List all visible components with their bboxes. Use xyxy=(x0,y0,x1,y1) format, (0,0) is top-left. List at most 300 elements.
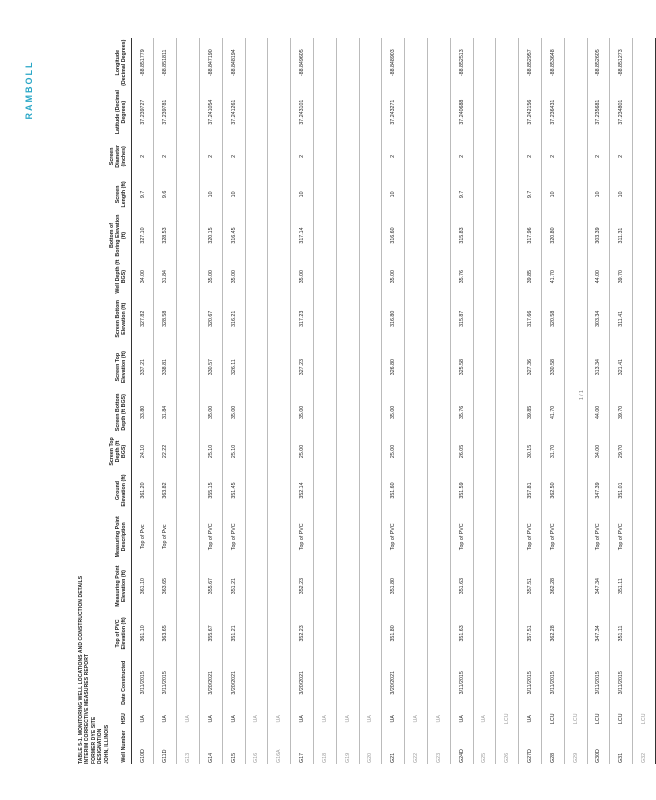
table-cell xyxy=(496,258,519,295)
table-cell xyxy=(496,87,519,136)
table-cell: 9.7 xyxy=(131,176,154,213)
table-cell xyxy=(633,295,656,342)
table-cell xyxy=(177,433,200,470)
well-number-cell: G25 xyxy=(473,729,496,764)
table-cell: 351.60 xyxy=(382,470,405,511)
table-cell xyxy=(177,295,200,342)
column-header: Screen Bottom Depth (ft BGS) xyxy=(108,392,131,433)
table-cell: 34.00 xyxy=(587,433,610,470)
table-row xyxy=(450,38,473,764)
table-cell: 320.58 xyxy=(541,295,564,342)
table-cell xyxy=(633,657,656,708)
table-cell xyxy=(405,213,428,258)
table-cell: 3/11/2015 xyxy=(587,657,610,708)
table-cell xyxy=(473,342,496,391)
table-cell: 37.240688 xyxy=(450,87,473,136)
table-cell: 363.65 xyxy=(154,562,177,609)
table-cell: 41.70 xyxy=(541,258,564,295)
table-cell xyxy=(359,342,382,391)
table-cell: Top of PVC xyxy=(450,511,473,562)
well-number-cell: G23 xyxy=(427,729,450,764)
table-cell: 357.81 xyxy=(519,470,542,511)
column-header: HSU xyxy=(108,708,131,729)
table-cell xyxy=(359,87,382,136)
monitoring-well-table xyxy=(108,38,656,764)
table-cell: 37.243101 xyxy=(291,87,314,136)
table-cell xyxy=(564,137,587,176)
table-cell xyxy=(313,511,336,562)
table-row xyxy=(610,38,633,764)
table-cell xyxy=(496,295,519,342)
table-cell xyxy=(268,562,291,609)
well-number-cell: G22 xyxy=(405,729,428,764)
well-number-cell: G19 xyxy=(336,729,359,764)
table-cell xyxy=(245,38,268,87)
table-cell xyxy=(359,562,382,609)
table-cell: 10 xyxy=(222,176,245,213)
table-cell xyxy=(564,295,587,342)
table-cell xyxy=(177,213,200,258)
well-number-cell: G15 xyxy=(222,729,245,764)
table-cell xyxy=(245,511,268,562)
table-cell xyxy=(405,38,428,87)
table-cell: 3/11/2015 xyxy=(519,657,542,708)
table-cell: 363.65 xyxy=(154,610,177,657)
table-cell: 10 xyxy=(587,176,610,213)
table-cell: 26.05 xyxy=(450,433,473,470)
table-cell xyxy=(564,511,587,562)
table-cell: 352.14 xyxy=(291,470,314,511)
table-cell: 317.23 xyxy=(291,295,314,342)
table-row xyxy=(519,38,542,764)
table-cell: 44.00 xyxy=(587,258,610,295)
table-cell xyxy=(359,392,382,433)
table-cell: 35.00 xyxy=(382,258,405,295)
table-cell: 362.50 xyxy=(541,470,564,511)
table-row xyxy=(245,38,268,764)
column-header: Screen Bottom Elevation (ft) xyxy=(108,295,131,342)
table-cell xyxy=(177,342,200,391)
table-cell: 10 xyxy=(541,176,564,213)
table-cell xyxy=(496,433,519,470)
table-cell xyxy=(633,213,656,258)
well-number-cell: G29 xyxy=(564,729,587,764)
table-row xyxy=(587,38,610,764)
table-cell: Top of PVC xyxy=(610,511,633,562)
table-cell xyxy=(268,392,291,433)
table-cell: 41.70 xyxy=(541,392,564,433)
column-header: Screen Diameter (inches) xyxy=(108,137,131,176)
well-number-cell: G17 xyxy=(291,729,314,764)
table-cell xyxy=(633,137,656,176)
table-row xyxy=(359,38,382,764)
table-cell xyxy=(177,511,200,562)
table-cell xyxy=(268,176,291,213)
table-cell: 325.58 xyxy=(450,342,473,391)
table-cell xyxy=(336,392,359,433)
column-header: Bottom of Boring Elevation (ft) xyxy=(108,213,131,258)
table-cell xyxy=(633,87,656,136)
table-cell: 351.80 xyxy=(382,562,405,609)
table-cell: 37.241054 xyxy=(200,87,223,136)
table-title-block xyxy=(78,576,110,764)
table-cell xyxy=(336,213,359,258)
table-cell xyxy=(473,137,496,176)
table-cell: UA xyxy=(336,708,359,729)
table-cell: UA xyxy=(177,708,200,729)
table-cell: Top of PVC xyxy=(291,511,314,562)
table-cell xyxy=(473,258,496,295)
table-cell xyxy=(268,511,291,562)
title-line: DESIGNATION xyxy=(97,728,104,764)
column-header: Measuring Point Elevation (ft) xyxy=(108,562,131,609)
table-cell: 327.23 xyxy=(291,342,314,391)
table-cell: 2 xyxy=(382,137,405,176)
table-cell: 3/20/2021 xyxy=(200,657,223,708)
table-cell: 3/11/2015 xyxy=(154,657,177,708)
table-cell xyxy=(427,657,450,708)
table-cell xyxy=(245,176,268,213)
table-cell xyxy=(496,137,519,176)
table-cell: 25.00 xyxy=(291,433,314,470)
table-cell: 326.11 xyxy=(222,342,245,391)
table-cell: UA xyxy=(291,708,314,729)
table-cell: 2 xyxy=(519,137,542,176)
table-cell xyxy=(359,511,382,562)
table-cell: 351.45 xyxy=(222,470,245,511)
table-cell: LCU xyxy=(610,708,633,729)
table-cell xyxy=(633,342,656,391)
table-cell xyxy=(245,258,268,295)
table-cell xyxy=(427,433,450,470)
table-cell: 3/20/2021 xyxy=(291,657,314,708)
table-cell: 22.22 xyxy=(154,433,177,470)
table-cell xyxy=(313,258,336,295)
table-cell xyxy=(405,342,428,391)
table-cell xyxy=(177,137,200,176)
table-cell xyxy=(359,137,382,176)
table-cell xyxy=(427,511,450,562)
well-number-cell: G13 xyxy=(177,729,200,764)
table-cell xyxy=(473,213,496,258)
table-cell: 35.00 xyxy=(200,392,223,433)
table-cell xyxy=(336,562,359,609)
table-cell: 351.21 xyxy=(222,610,245,657)
table-cell: 10 xyxy=(291,176,314,213)
table-cell xyxy=(359,657,382,708)
table-cell: 29.70 xyxy=(610,433,633,470)
table-cell: UA xyxy=(313,708,336,729)
table-row xyxy=(222,38,245,764)
table-cell xyxy=(245,470,268,511)
table-cell: 3/11/2015 xyxy=(541,657,564,708)
table-cell xyxy=(245,657,268,708)
table-cell: 2 xyxy=(610,137,633,176)
table-cell xyxy=(473,38,496,87)
table-cell: 37.241261 xyxy=(222,87,245,136)
table-cell: Top of PVC xyxy=(382,511,405,562)
table-cell xyxy=(405,610,428,657)
table-cell: 320.80 xyxy=(541,213,564,258)
table-cell: 351.11 xyxy=(610,562,633,609)
table-cell: Top of Pvc xyxy=(131,511,154,562)
table-cell: 316.45 xyxy=(222,213,245,258)
table-cell: Top of Pvc xyxy=(154,511,177,562)
well-number-cell: G10D xyxy=(131,729,154,764)
table-cell xyxy=(633,38,656,87)
table-row xyxy=(336,38,359,764)
table-cell xyxy=(564,342,587,391)
table-cell xyxy=(405,87,428,136)
table-cell: 10 xyxy=(200,176,223,213)
table-cell xyxy=(496,38,519,87)
table-cell: 351.01 xyxy=(610,470,633,511)
table-cell: 35.00 xyxy=(200,258,223,295)
table-cell xyxy=(336,470,359,511)
table-cell: 3/20/2021 xyxy=(382,657,405,708)
table-cell xyxy=(427,176,450,213)
table-cell: 337.21 xyxy=(131,342,154,391)
column-header: Screen Top Depth (ft BGS) xyxy=(108,433,131,470)
table-cell: 44.00 xyxy=(587,392,610,433)
table-cell: UA xyxy=(200,708,223,729)
table-cell xyxy=(245,137,268,176)
table-row xyxy=(382,38,405,764)
table-cell xyxy=(268,470,291,511)
well-number-cell: G30D xyxy=(587,729,610,764)
table-cell: -88.852513 xyxy=(450,38,473,87)
well-number-cell: G20 xyxy=(359,729,382,764)
table-cell xyxy=(359,433,382,470)
table-cell xyxy=(473,511,496,562)
table-cell: 25.00 xyxy=(382,433,405,470)
table-cell xyxy=(633,176,656,213)
table-cell: 316.60 xyxy=(382,213,405,258)
table-cell: 328.58 xyxy=(154,295,177,342)
table-cell: LCU xyxy=(496,708,519,729)
table-cell xyxy=(313,137,336,176)
table-cell: 355.67 xyxy=(200,562,223,609)
table-cell xyxy=(496,213,519,258)
table-cell: LCU xyxy=(541,708,564,729)
table-cell xyxy=(633,562,656,609)
table-cell: 355.15 xyxy=(200,470,223,511)
table-cell: 30.15 xyxy=(519,433,542,470)
table-row xyxy=(268,38,291,764)
table-cell xyxy=(496,392,519,433)
table-cell: 351.80 xyxy=(382,610,405,657)
table-cell: 351.63 xyxy=(450,610,473,657)
table-cell: 35.00 xyxy=(291,258,314,295)
table-cell: LCU xyxy=(564,708,587,729)
table-cell xyxy=(268,433,291,470)
table-cell xyxy=(268,342,291,391)
table-cell xyxy=(405,176,428,213)
table-cell: 9.7 xyxy=(450,176,473,213)
table-cell xyxy=(405,470,428,511)
table-cell xyxy=(496,470,519,511)
table-cell: 35.76 xyxy=(450,392,473,433)
table-cell xyxy=(496,342,519,391)
table-cell: UA xyxy=(405,708,428,729)
table-cell: UA xyxy=(427,708,450,729)
table-cell: 37.236431 xyxy=(541,87,564,136)
table-cell xyxy=(564,176,587,213)
table-cell: UA xyxy=(245,708,268,729)
table-cell xyxy=(427,470,450,511)
table-cell xyxy=(313,87,336,136)
table-cell xyxy=(473,657,496,708)
ramboll-logo xyxy=(22,60,36,120)
table-cell xyxy=(268,87,291,136)
table-cell: 3/11/2015 xyxy=(131,657,154,708)
column-header: Latitude (Decimal Degrees) xyxy=(108,87,131,136)
table-cell: 37.243271 xyxy=(382,87,405,136)
table-cell xyxy=(359,38,382,87)
well-number-cell: G21 xyxy=(382,729,405,764)
table-cell: -88.849605 xyxy=(291,38,314,87)
table-cell xyxy=(633,392,656,433)
table-cell: 2 xyxy=(222,137,245,176)
table-cell: UA xyxy=(222,708,245,729)
table-cell xyxy=(313,610,336,657)
well-number-cell: G31 xyxy=(610,729,633,764)
table-cell xyxy=(564,433,587,470)
table-cell: -88.848194 xyxy=(222,38,245,87)
table-cell: -88.851273 xyxy=(610,38,633,87)
table-cell xyxy=(359,295,382,342)
table-cell: 315.83 xyxy=(450,213,473,258)
table-cell xyxy=(177,392,200,433)
table-cell: 31.84 xyxy=(154,258,177,295)
table-cell xyxy=(177,610,200,657)
table-row xyxy=(496,38,519,764)
table-cell xyxy=(313,38,336,87)
table-cell xyxy=(405,657,428,708)
table-cell xyxy=(268,657,291,708)
table-cell xyxy=(359,213,382,258)
table-cell xyxy=(268,295,291,342)
table-cell xyxy=(427,562,450,609)
page-number: 1 / 1 xyxy=(579,390,585,400)
table-cell: 3/20/2021 xyxy=(222,657,245,708)
table-cell xyxy=(473,87,496,136)
table-cell xyxy=(177,657,200,708)
table-cell xyxy=(564,258,587,295)
column-header: Well Number xyxy=(108,729,131,764)
table-cell: 362.28 xyxy=(541,562,564,609)
table-cell xyxy=(245,392,268,433)
table-cell xyxy=(336,295,359,342)
table-cell: LCU xyxy=(633,708,656,729)
table-cell: 327.10 xyxy=(131,213,154,258)
table-cell: 361.20 xyxy=(131,470,154,511)
table-cell xyxy=(245,87,268,136)
table-cell: 330.57 xyxy=(200,342,223,391)
table-cell: 330.58 xyxy=(541,342,564,391)
table-cell: 352.23 xyxy=(291,610,314,657)
table-cell: 31.84 xyxy=(154,392,177,433)
table-cell xyxy=(427,137,450,176)
table-cell xyxy=(564,470,587,511)
table-cell: 9.7 xyxy=(519,176,542,213)
table-cell: Top of PVC xyxy=(222,511,245,562)
table-cell: 351.21 xyxy=(222,562,245,609)
table-cell: 351.59 xyxy=(450,470,473,511)
table-cell xyxy=(313,470,336,511)
table-cell: 2 xyxy=(131,137,154,176)
title-line: TABLE 5-1. MONITORING WELL LOCATIONS AND CONSTRUCTION DETAILS xyxy=(78,575,84,764)
table-cell: 2 xyxy=(291,137,314,176)
table-cell xyxy=(405,433,428,470)
title-line: FORMER DYE SITE xyxy=(90,716,97,764)
table-cell: UA xyxy=(131,708,154,729)
table-cell xyxy=(336,657,359,708)
table-row xyxy=(131,38,154,764)
table-cell: 357.51 xyxy=(519,610,542,657)
table-cell: 37.234801 xyxy=(610,87,633,136)
table-cell: -88.851779 xyxy=(131,38,154,87)
table-cell: 347.34 xyxy=(587,562,610,609)
table-cell xyxy=(268,213,291,258)
column-header: Measuring Point Description xyxy=(108,511,131,562)
table-cell: 327.36 xyxy=(519,342,542,391)
table-cell: -88.852605 xyxy=(587,38,610,87)
table-cell: -88.847190 xyxy=(200,38,223,87)
table-cell: 351.63 xyxy=(450,562,473,609)
well-number-cell: G11D xyxy=(154,729,177,764)
table-cell xyxy=(336,610,359,657)
table-cell: 31.70 xyxy=(541,433,564,470)
title-line: INTERIM CORRECTIVE MEASURES REPORT xyxy=(84,653,91,764)
table-cell xyxy=(336,87,359,136)
table-cell xyxy=(245,342,268,391)
table-cell xyxy=(359,176,382,213)
table-cell xyxy=(313,433,336,470)
table-cell: 362.28 xyxy=(541,610,564,657)
well-number-cell: G28 xyxy=(541,729,564,764)
table-cell xyxy=(633,258,656,295)
table-cell: 316.80 xyxy=(382,295,405,342)
table-cell: 347.34 xyxy=(587,610,610,657)
table-cell: 39.85 xyxy=(519,258,542,295)
table-cell xyxy=(633,511,656,562)
table-cell xyxy=(496,176,519,213)
table-row xyxy=(405,38,428,764)
table-cell xyxy=(313,213,336,258)
table-cell: 347.39 xyxy=(587,470,610,511)
table-cell: 35.00 xyxy=(222,392,245,433)
table-cell: 352.23 xyxy=(291,562,314,609)
table-cell: -88.853648 xyxy=(541,38,564,87)
table-cell: 320.15 xyxy=(200,213,223,258)
table-cell xyxy=(496,562,519,609)
table-cell xyxy=(564,87,587,136)
table-cell: 33.80 xyxy=(131,392,154,433)
table-cell: 326.80 xyxy=(382,342,405,391)
table-cell xyxy=(427,392,450,433)
well-number-cell: G16 xyxy=(245,729,268,764)
table-cell: 39.70 xyxy=(610,258,633,295)
table-cell: 303.39 xyxy=(587,213,610,258)
table-row xyxy=(633,38,656,764)
table-cell: 2 xyxy=(450,137,473,176)
table-cell xyxy=(313,392,336,433)
table-cell: 351.11 xyxy=(610,610,633,657)
table-cell xyxy=(564,562,587,609)
table-cell xyxy=(564,610,587,657)
table-row xyxy=(473,38,496,764)
